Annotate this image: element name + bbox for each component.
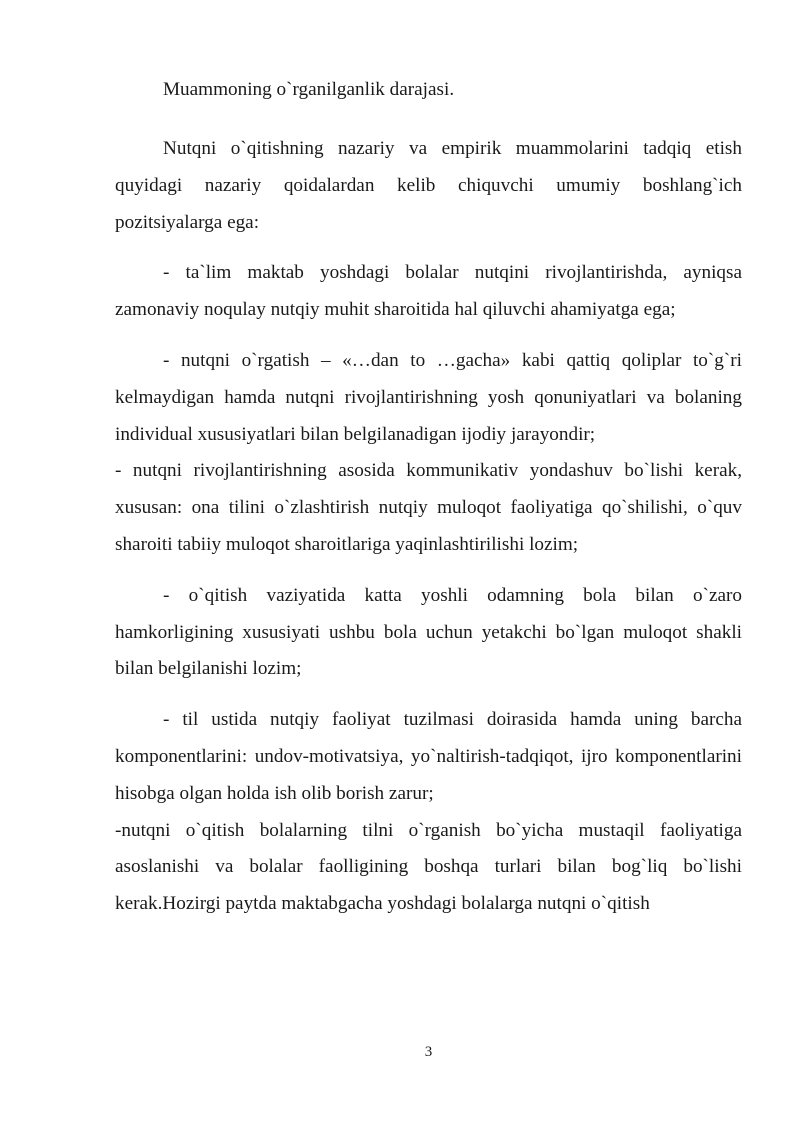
page-number: 3 [424,1044,433,1060]
list-item-creative-process: - nutqni o`rgatish – «…dan to …gacha» kabi qattiq qoliplar to`g`ri kelmaydigan hamda nutqni rivojlantirishning yosh qonuniyatlari va bolaning individual xususiyatlari bilan belgilanadigan ijodiy jarayondir; [115,349,742,445]
intro-paragraph: Nutqni o`qitishning nazariy va empirik muammolarini tadqiq etish quyidagi nazariy qoidalardan kelib chiquvchi umumiy boshlang`ich pozitsiyalarga ega: [115,138,742,233]
page-content [115,72,742,923]
list-item-independent-activity: -nutqni o`qitish bolalarning tilni o`rganish bo`yicha mustaqil faoliyatiga asoslanishi va bolalar faolligining boshqa turlari bilan bog`liq bo`lishi kerak.Hozirgi paytda maktabgacha yoshdagi bolalarga nutqni o`qitish [115,819,742,915]
list-item-speech-activity-structure: - til ustida nutqiy faoliyat tuzilmasi doirasida hamda uning barcha komponentlarini: undov-motivatsiya, yo`naltirish-tadqiqot, ijro komponentlarini hisobga olgan holda ish olib borish zarur; [115,709,742,804]
list-item-communicative-approach: - nutqni rivojlantirishning asosida kommunikativ yondashuv bo`lishi kerak, xususan: ona tilini o`zlashtirish nutqiy muloqot faoliyatiga qo`shilishi, o`quv sharoiti tabiiy muloqot sharoitlariga yaqinlashtirilishi lozim; [115,460,742,555]
section-heading: Muammoning o`rganilganlik darajasi. [115,72,742,108]
list-item-education-role: - ta`lim maktab yoshdagi bolalar nutqini rivojlantirishda, ayniqsa zamonaviy noqulay nutqiy muhit sharoitida hal qiluvchi ahamiyatga ega; [115,262,742,321]
list-item-adult-child-cooperation: - o`qitish vaziyatida katta yoshli odamning bola bilan o`zaro hamkorligining xususiyati ushbu bola uchun yetakchi bo`lgan muloqot shakli bilan belgilanishi lozim; [115,584,742,680]
